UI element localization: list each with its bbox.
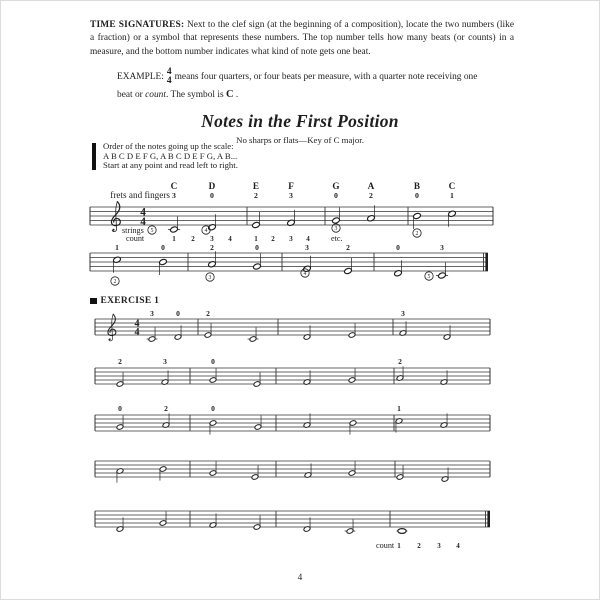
- caption-label: frets and fingers: [110, 190, 170, 200]
- string-number: 3: [334, 226, 338, 233]
- caption-label: etc.: [331, 234, 343, 243]
- music-label: 2: [164, 404, 168, 413]
- count-footer-label: count: [376, 541, 395, 550]
- music-label: 0: [176, 309, 180, 318]
- half-note: [344, 267, 353, 274]
- music-label: 4: [228, 235, 232, 243]
- music-label: G: [332, 181, 340, 191]
- time-signature: 4: [134, 318, 140, 330]
- music-label: 1: [254, 235, 258, 243]
- example-lead: EXAMPLE:: [117, 72, 164, 82]
- music-label: 1: [397, 404, 401, 413]
- music-label: 0: [211, 357, 215, 366]
- music-label: 2: [398, 357, 402, 366]
- music-label: D: [208, 181, 216, 191]
- exercise-header-label: EXERCISE 1: [100, 296, 160, 306]
- music-label: 0: [118, 404, 122, 413]
- music-label: C: [170, 181, 178, 191]
- music-label: 2: [191, 235, 195, 243]
- music-label: 2: [206, 309, 210, 318]
- string-number: 4: [204, 228, 208, 235]
- string-number: 3: [208, 275, 212, 282]
- music-label: 0: [255, 243, 259, 252]
- example-count-italic: count: [145, 90, 166, 100]
- music-label: 3: [210, 235, 214, 243]
- time-sig-top: 4: [166, 67, 172, 78]
- music-label: 1: [397, 542, 401, 550]
- time-signature: 4: [140, 215, 146, 228]
- half-note: [252, 221, 261, 228]
- music-label: 3: [289, 235, 293, 243]
- order-line-2: A B C D E F G, A B C D E F G, A B...: [103, 150, 238, 161]
- order-line-1: Order of the notes going up the scale:: [103, 141, 234, 151]
- music-label: 0: [211, 404, 215, 413]
- music-label: 4: [306, 235, 310, 243]
- time-signatures-lead: TIME SIGNATURES:: [90, 20, 185, 30]
- example-body-1: means four quarters, or four beats per measure, with a quarter note receiving one: [174, 72, 478, 82]
- string-number: 2: [415, 231, 419, 238]
- half-note: [438, 272, 447, 279]
- example-body-2a: beat or: [117, 90, 146, 100]
- music-label: F: [288, 181, 294, 191]
- page-title: Notes in the First Position: [201, 111, 399, 131]
- music-label: 2: [271, 235, 275, 243]
- music-label: 3: [172, 191, 176, 200]
- music-label: 0: [161, 243, 165, 252]
- common-time-symbol: C: [225, 89, 234, 100]
- caption-label: count: [126, 234, 145, 243]
- example-body-2d: .: [233, 90, 239, 100]
- example-body-2c: . The symbol is: [165, 90, 226, 100]
- music-label: 3: [437, 542, 441, 550]
- final-barline: [487, 511, 490, 527]
- page-number: 4: [297, 572, 303, 582]
- caption-label: strings: [122, 226, 144, 235]
- string-number: 5: [427, 274, 431, 281]
- music-label: 4: [456, 542, 460, 550]
- music-label: B: [413, 181, 421, 191]
- music-label: 0: [396, 243, 400, 252]
- music-label: 3: [440, 243, 444, 252]
- order-line-3: Start at any point and read left to right.: [103, 160, 238, 171]
- music-label: 3: [289, 191, 293, 200]
- music-label: 2: [346, 243, 350, 252]
- music-label: 1: [115, 243, 119, 252]
- music-label: 3: [305, 243, 309, 252]
- half-note: [253, 263, 262, 270]
- music-label: 2: [369, 191, 373, 200]
- time-sig-bottom: 4: [166, 75, 172, 86]
- music-label: 1: [450, 191, 454, 200]
- half-note: [170, 226, 179, 233]
- music-label: 1: [172, 235, 176, 243]
- music-label: 3: [401, 309, 405, 318]
- music-label: 0: [334, 191, 338, 200]
- string-number: 5: [150, 228, 154, 235]
- half-note: [159, 258, 168, 265]
- music-label: 0: [415, 191, 419, 200]
- half-note: [413, 212, 422, 219]
- page-subtitle: No sharps or flats—Key of C major.: [236, 135, 364, 145]
- string-number: 4: [303, 271, 307, 278]
- music-label: 2: [417, 542, 421, 550]
- music-label: 2: [210, 243, 214, 252]
- music-label: 2: [118, 357, 122, 366]
- treble-clef-icon: [113, 229, 115, 231]
- string-number: 2: [113, 279, 117, 286]
- music-label: C: [448, 181, 456, 191]
- treble-clef-icon: [109, 338, 111, 340]
- music-label: 3: [163, 357, 167, 366]
- half-note: [332, 217, 341, 224]
- time-signature: 4: [134, 326, 140, 338]
- time-signatures-body: Next to the clef sign (at the beginning of a composition), locate the two numbers (like a fraction) or a symbol that represents these numbers. The top number tells how many beats (or counts) in a measure, and the bottom number indicates what kind of note gets one beat.: [90, 20, 514, 57]
- music-label: 2: [254, 191, 258, 200]
- final-barline: [485, 253, 488, 271]
- whole-note: [398, 529, 406, 534]
- music-label: E: [252, 181, 260, 191]
- music-label: A: [367, 181, 375, 191]
- music-label: 0: [210, 191, 214, 200]
- music-label: 3: [150, 309, 154, 318]
- time-signature: 4: [140, 206, 146, 219]
